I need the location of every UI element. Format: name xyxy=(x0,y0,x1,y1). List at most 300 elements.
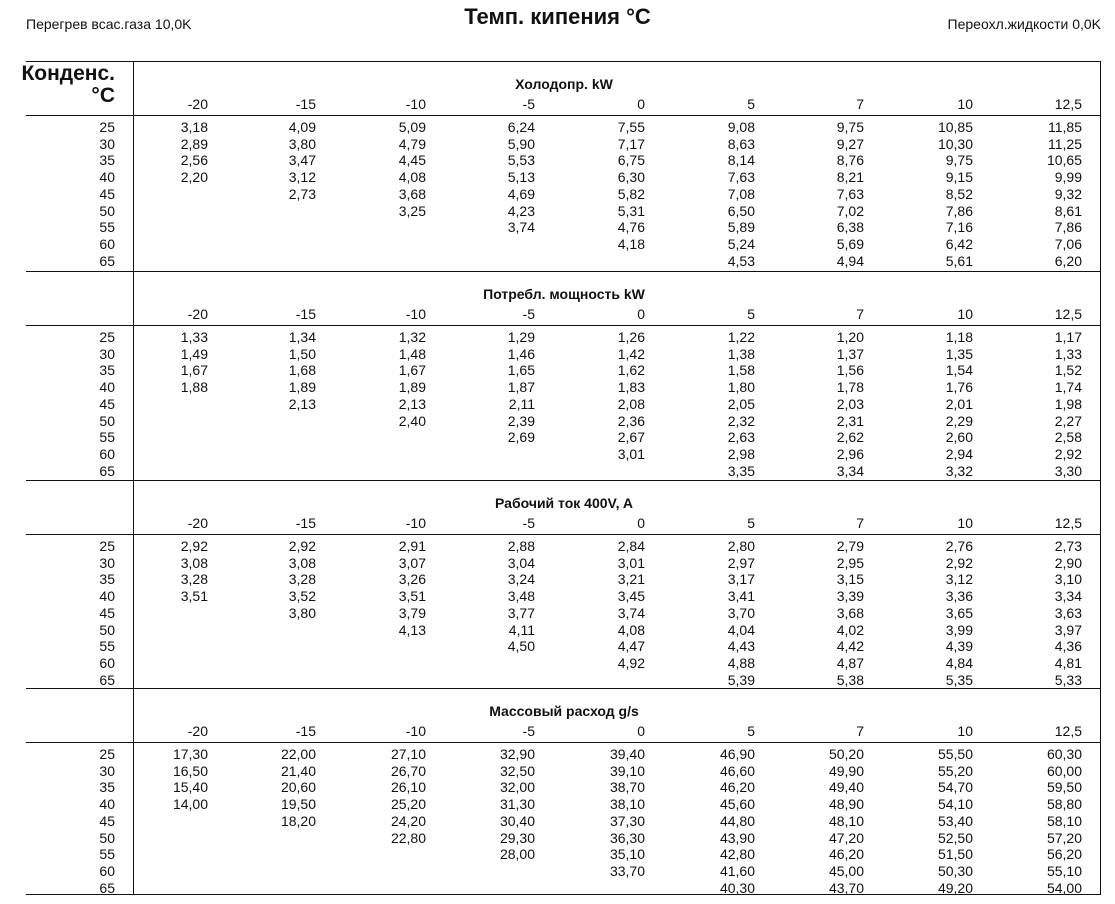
evap-temp-header: -15 xyxy=(295,515,316,531)
table-cell: 5,39 xyxy=(727,671,755,688)
table-cell: 1,98 xyxy=(1054,395,1082,412)
table-cell: 39,10 xyxy=(609,762,645,779)
condensing-temp-label xyxy=(11,63,115,107)
table-cell: 4,87 xyxy=(836,654,864,671)
table-cell: 3,34 xyxy=(1054,588,1082,605)
evap-temp-header: -5 xyxy=(522,515,535,531)
table-cell: 55,20 xyxy=(937,762,973,779)
table-cell: 25,20 xyxy=(390,796,426,813)
table-cell: 3,47 xyxy=(288,152,316,169)
table-cell: 2,94 xyxy=(945,445,973,462)
table-cell: 2,58 xyxy=(1054,429,1082,446)
evap-temp-header: 7 xyxy=(856,306,864,322)
table-cell: 2,92 xyxy=(945,554,973,571)
evap-temp-header: 12,5 xyxy=(1054,96,1082,112)
table-cell: 43,90 xyxy=(719,829,755,846)
table-cell: 10,30 xyxy=(937,135,973,152)
cond-temp-cell: 35 xyxy=(99,152,115,169)
table-cell: 2,79 xyxy=(836,538,864,554)
table-cell: 3,35 xyxy=(727,462,755,479)
table-cell: 3,77 xyxy=(507,604,535,621)
table-cell: 2,56 xyxy=(180,152,208,169)
table-cell: 4,94 xyxy=(836,252,864,269)
table-cell: 38,70 xyxy=(609,779,645,796)
table-cell: 36,30 xyxy=(609,829,645,846)
table-cell: 21,40 xyxy=(280,762,316,779)
table-cell: 3,99 xyxy=(945,621,973,638)
table-cell: 4,47 xyxy=(617,638,645,655)
table-cell: 1,49 xyxy=(180,345,208,362)
table-cell: 3,04 xyxy=(507,554,535,571)
table-cell: 39,40 xyxy=(609,746,645,762)
table-cell: 2,89 xyxy=(180,135,208,152)
table-cell: 22,80 xyxy=(390,829,426,846)
table-cell: 3,39 xyxy=(836,588,864,605)
table-cell: 4,02 xyxy=(836,621,864,638)
table-cell: 48,90 xyxy=(828,796,864,813)
table-cell: 7,63 xyxy=(727,169,755,186)
header-divider xyxy=(26,742,1101,743)
cond-temp-cell: 30 xyxy=(99,345,115,362)
table-cell: 7,17 xyxy=(617,135,645,152)
table-cell: 2,63 xyxy=(727,429,755,446)
table-cell: 15,40 xyxy=(172,779,208,796)
table-cell: 1,33 xyxy=(1054,345,1082,362)
table-cell: 4,11 xyxy=(508,621,535,638)
table-cell: 10,85 xyxy=(937,119,973,135)
table-cell: 50,20 xyxy=(828,746,864,762)
evap-temp-header: -5 xyxy=(522,96,535,112)
table-cell: 3,17 xyxy=(727,571,755,588)
evap-temp-header: -20 xyxy=(187,723,208,739)
table-cell: 58,10 xyxy=(1046,812,1082,829)
table-cell: 3,68 xyxy=(836,604,864,621)
evap-temp-header: 12,5 xyxy=(1054,306,1082,322)
cond-temp-cell: 45 xyxy=(99,812,115,829)
table-cell: 1,17 xyxy=(1054,329,1082,345)
table-cell: 4,08 xyxy=(398,169,426,186)
table-cell: 27,10 xyxy=(390,746,426,762)
table-cell: 5,82 xyxy=(617,185,645,202)
table-cell: 28,00 xyxy=(499,846,535,863)
cond-temp-cell: 55 xyxy=(99,219,115,236)
table-cell: 4,81 xyxy=(1054,654,1082,671)
table-cell: 2,73 xyxy=(288,185,316,202)
evap-temp-header: 10 xyxy=(957,515,973,531)
table-cell: 8,61 xyxy=(1054,202,1082,219)
table-cell: 3,80 xyxy=(288,135,316,152)
table-cell: 37,30 xyxy=(609,812,645,829)
table-cell: 47,20 xyxy=(828,829,864,846)
table-cell: 1,26 xyxy=(617,329,645,345)
table-cell: 2,80 xyxy=(727,538,755,554)
table-cell: 1,48 xyxy=(398,345,426,362)
evap-temp-header: 0 xyxy=(637,515,645,531)
table-cell: 7,16 xyxy=(945,219,973,236)
cond-temp-cell: 50 xyxy=(99,621,115,638)
table-cell: 19,50 xyxy=(280,796,316,813)
table-cell: 6,75 xyxy=(617,152,645,169)
table-cell: 55,10 xyxy=(1046,862,1082,879)
evap-temp-header: -15 xyxy=(295,96,316,112)
table-cell: 1,52 xyxy=(1054,362,1082,379)
table-cell: 2,01 xyxy=(945,395,973,412)
cond-temp-cell: 50 xyxy=(99,412,115,429)
table-cell: 3,41 xyxy=(727,588,755,605)
table-cell: 3,80 xyxy=(288,604,316,621)
table-cell: 4,76 xyxy=(617,219,645,236)
evap-temp-header: -15 xyxy=(295,306,316,322)
table-cell: 7,06 xyxy=(1054,235,1082,252)
table-cell: 38,10 xyxy=(609,796,645,813)
header-divider xyxy=(26,115,1101,116)
table-cell: 3,18 xyxy=(180,119,208,135)
table-cell: 1,78 xyxy=(836,379,864,396)
table-cell: 45,60 xyxy=(719,796,755,813)
section-title: Холодопр. kW xyxy=(515,76,613,92)
table-cell: 5,38 xyxy=(836,671,864,688)
table-cell: 3,68 xyxy=(398,185,426,202)
table-cell: 32,00 xyxy=(499,779,535,796)
evap-temp-header: 12,5 xyxy=(1054,515,1082,531)
table-cell: 6,42 xyxy=(945,235,973,252)
table-cell: 3,08 xyxy=(180,554,208,571)
cond-temp-cell: 40 xyxy=(99,169,115,186)
cond-temp-cell: 30 xyxy=(99,554,115,571)
table-cell: 5,35 xyxy=(945,671,973,688)
table-cell: 8,21 xyxy=(836,169,864,186)
table-cell: 4,36 xyxy=(1054,638,1082,655)
table-cell: 3,24 xyxy=(507,571,535,588)
table-cell: 26,10 xyxy=(390,779,426,796)
table-cell: 56,20 xyxy=(1046,846,1082,863)
evap-temp-header: -15 xyxy=(295,723,316,739)
table-cell: 26,70 xyxy=(390,762,426,779)
table-cell: 2,88 xyxy=(507,538,535,554)
table-cell: 3,01 xyxy=(617,554,645,571)
table-cell: 5,53 xyxy=(507,152,535,169)
cond-temp-cell: 45 xyxy=(99,604,115,621)
table-cell: 3,51 xyxy=(398,588,426,605)
table-cell: 2,32 xyxy=(727,412,755,429)
table-cell: 1,20 xyxy=(836,329,864,345)
table-cell: 1,89 xyxy=(398,379,426,396)
table-cell: 3,28 xyxy=(288,571,316,588)
table-cell: 2,40 xyxy=(398,412,426,429)
table-cell: 4,92 xyxy=(617,654,645,671)
cond-temp-cell: 45 xyxy=(99,395,115,412)
evap-temp-header: -10 xyxy=(405,306,426,322)
evap-temp-header: -10 xyxy=(405,723,426,739)
evap-temp-header: 5 xyxy=(747,306,755,322)
table-cell: 7,02 xyxy=(836,202,864,219)
section-divider xyxy=(26,480,1101,481)
cond-temp-cell: 65 xyxy=(99,671,115,688)
table-cell: 20,60 xyxy=(280,779,316,796)
table-cell: 32,90 xyxy=(499,746,535,762)
cond-temp-cell: 55 xyxy=(99,638,115,655)
table-cell: 1,88 xyxy=(180,379,208,396)
condensing-label-unit: °C xyxy=(91,84,115,107)
table-cell: 49,90 xyxy=(828,762,864,779)
table-cell: 5,24 xyxy=(727,235,755,252)
table-cell: 2,39 xyxy=(507,412,535,429)
table-cell: 2,98 xyxy=(727,445,755,462)
table-cell: 3,01 xyxy=(617,445,645,462)
table-cell: 4,08 xyxy=(617,621,645,638)
table-cell: 3,08 xyxy=(288,554,316,571)
table-cell: 59,50 xyxy=(1046,779,1082,796)
table-cell: 2,03 xyxy=(836,395,864,412)
superheat-label: Перегрев всас.газа 10,0K xyxy=(26,16,192,32)
table-cell: 49,40 xyxy=(828,779,864,796)
table-cell: 3,70 xyxy=(727,604,755,621)
evap-temp-header: 0 xyxy=(637,723,645,739)
table-cell: 5,90 xyxy=(507,135,535,152)
evap-temp-header: 10 xyxy=(957,96,973,112)
table-cell: 33,70 xyxy=(609,862,645,879)
cond-temp-cell: 65 xyxy=(99,252,115,269)
table-cell: 46,90 xyxy=(719,746,755,762)
table-cell: 43,70 xyxy=(828,879,864,896)
cond-temp-cell: 65 xyxy=(99,879,115,896)
table-cell: 6,20 xyxy=(1054,252,1082,269)
condensing-label-text: Конденс. xyxy=(21,62,115,85)
header-divider xyxy=(26,534,1101,535)
evap-temp-header: 5 xyxy=(747,515,755,531)
evap-temp-header: 7 xyxy=(856,515,864,531)
table-cell: 58,80 xyxy=(1046,796,1082,813)
table-cell: 30,40 xyxy=(499,812,535,829)
table-cell: 2,08 xyxy=(617,395,645,412)
table-cell: 1,22 xyxy=(727,329,755,345)
table-cell: 49,20 xyxy=(937,879,973,896)
table-cell: 3,63 xyxy=(1054,604,1082,621)
evap-temp-header: 7 xyxy=(856,96,864,112)
table-cell: 17,30 xyxy=(172,746,208,762)
table-cell: 4,88 xyxy=(727,654,755,671)
table-cell: 11,85 xyxy=(1048,119,1082,135)
table-cell: 5,09 xyxy=(398,119,426,135)
table-cell: 1,67 xyxy=(398,362,426,379)
table-cell: 2,76 xyxy=(945,538,973,554)
header-divider xyxy=(26,325,1101,326)
table-cell: 51,50 xyxy=(937,846,973,863)
table-cell: 29,30 xyxy=(499,829,535,846)
table-cell: 18,20 xyxy=(280,812,316,829)
table-cell: 6,38 xyxy=(836,219,864,236)
table-cell: 8,63 xyxy=(727,135,755,152)
table-cell: 9,27 xyxy=(836,135,864,152)
table-cell: 1,89 xyxy=(288,379,316,396)
table-cell: 2,31 xyxy=(836,412,864,429)
cond-temp-cell: 40 xyxy=(99,796,115,813)
cond-temp-cell: 60 xyxy=(99,235,115,252)
table-cell: 2,69 xyxy=(507,429,535,446)
cond-temp-cell: 65 xyxy=(99,462,115,479)
table-cell: 1,65 xyxy=(507,362,535,379)
evap-temp-header: -10 xyxy=(405,515,426,531)
table-cell: 7,86 xyxy=(945,202,973,219)
cond-temp-cell: 40 xyxy=(99,588,115,605)
table-cell: 6,24 xyxy=(507,119,535,135)
evap-temp-header: 12,5 xyxy=(1054,723,1082,739)
evap-temp-header: 7 xyxy=(856,723,864,739)
table-cell: 1,33 xyxy=(180,329,208,345)
evap-temp-header: 5 xyxy=(747,96,755,112)
table-cell: 4,23 xyxy=(507,202,535,219)
table-cell: 9,75 xyxy=(836,119,864,135)
table-cell: 2,92 xyxy=(288,538,316,554)
table-cell: 2,20 xyxy=(180,169,208,186)
evap-temp-header: -20 xyxy=(187,96,208,112)
subcooling-label: Переохл.жидкости 0,0K xyxy=(947,16,1101,32)
table-cell: 2,13 xyxy=(288,395,316,412)
table-cell: 2,92 xyxy=(180,538,208,554)
table-cell: 3,36 xyxy=(945,588,973,605)
cond-temp-cell: 45 xyxy=(99,185,115,202)
table-cell: 10,65 xyxy=(1046,152,1082,169)
table-cell: 7,55 xyxy=(617,119,645,135)
table-cell: 9,75 xyxy=(945,152,973,169)
table-cell: 3,74 xyxy=(617,604,645,621)
table-cell: 4,79 xyxy=(398,135,426,152)
table-cell: 1,67 xyxy=(180,362,208,379)
table-cell: 57,20 xyxy=(1046,829,1082,846)
section-divider xyxy=(26,688,1101,689)
table-cell: 1,76 xyxy=(945,379,973,396)
table-cell: 1,38 xyxy=(727,345,755,362)
cond-temp-cell: 50 xyxy=(99,202,115,219)
cond-temp-cell: 30 xyxy=(99,762,115,779)
table-cell: 2,13 xyxy=(398,395,426,412)
table-cell: 1,46 xyxy=(507,345,535,362)
section-title: Потребл. мощность kW xyxy=(483,286,645,302)
table-cell: 54,00 xyxy=(1046,879,1082,896)
table-cell: 50,30 xyxy=(937,862,973,879)
table-cell: 1,32 xyxy=(398,329,426,345)
cond-temp-cell: 35 xyxy=(99,571,115,588)
table-cell: 2,91 xyxy=(398,538,426,554)
table-cell: 2,97 xyxy=(727,554,755,571)
table-cell: 1,50 xyxy=(288,345,316,362)
cond-temp-cell: 25 xyxy=(99,119,115,135)
table-cell: 3,79 xyxy=(398,604,426,621)
table-cell: 4,04 xyxy=(727,621,755,638)
table-cell: 3,10 xyxy=(1054,571,1082,588)
table-cell: 46,20 xyxy=(719,779,755,796)
cond-temp-cell: 55 xyxy=(99,429,115,446)
column-divider xyxy=(133,61,134,895)
table-cell: 41,60 xyxy=(719,862,755,879)
table-cell: 2,73 xyxy=(1054,538,1082,554)
cond-temp-cell: 25 xyxy=(99,329,115,345)
table-cell: 3,45 xyxy=(617,588,645,605)
table-cell: 7,08 xyxy=(727,185,755,202)
cond-temp-cell: 35 xyxy=(99,362,115,379)
table-cell: 1,74 xyxy=(1054,379,1082,396)
table-cell: 5,13 xyxy=(507,169,535,186)
table-cell: 3,51 xyxy=(180,588,208,605)
evap-temp-header: -20 xyxy=(187,306,208,322)
evap-temp-header: -10 xyxy=(405,96,426,112)
table-cell: 3,21 xyxy=(617,571,645,588)
section-title: Рабочий ток 400V, A xyxy=(495,495,633,511)
page-title: Темп. кипения °C xyxy=(464,4,651,29)
evap-temp-header: -20 xyxy=(187,515,208,531)
table-cell: 3,12 xyxy=(945,571,973,588)
table-cell: 5,69 xyxy=(836,235,864,252)
table-cell: 45,00 xyxy=(828,862,864,879)
table-cell: 5,61 xyxy=(945,252,973,269)
evap-temp-header: 0 xyxy=(637,306,645,322)
table-cell: 48,10 xyxy=(828,812,864,829)
table-cell: 8,76 xyxy=(836,152,864,169)
table-cell: 1,29 xyxy=(507,329,535,345)
table-cell: 31,30 xyxy=(499,796,535,813)
table-cell: 3,28 xyxy=(180,571,208,588)
table-cell: 1,80 xyxy=(727,379,755,396)
table-cell: 1,56 xyxy=(836,362,864,379)
table-cell: 4,53 xyxy=(727,252,755,269)
table-cell: 6,50 xyxy=(727,202,755,219)
table-cell: 5,31 xyxy=(617,202,645,219)
table-cell: 3,07 xyxy=(398,554,426,571)
table-cell: 4,09 xyxy=(288,119,316,135)
table-cell: 52,50 xyxy=(937,829,973,846)
table-cell: 2,29 xyxy=(945,412,973,429)
evap-temp-header: 10 xyxy=(957,306,973,322)
cond-temp-cell: 25 xyxy=(99,746,115,762)
table-cell: 1,37 xyxy=(836,345,864,362)
table-cell: 9,08 xyxy=(727,119,755,135)
table-cell: 3,26 xyxy=(398,571,426,588)
table-cell: 1,58 xyxy=(727,362,755,379)
cond-temp-cell: 60 xyxy=(99,654,115,671)
cond-temp-cell: 30 xyxy=(99,135,115,152)
table-cell: 35,10 xyxy=(609,846,645,863)
table-cell: 9,99 xyxy=(1054,169,1082,186)
table-cell: 5,89 xyxy=(727,219,755,236)
table-cell: 11,25 xyxy=(1048,135,1082,152)
table-cell: 2,11 xyxy=(508,395,535,412)
table-cell: 3,52 xyxy=(288,588,316,605)
table-cell: 3,15 xyxy=(836,571,864,588)
evap-temp-header: 10 xyxy=(957,723,973,739)
table-cell: 46,20 xyxy=(828,846,864,863)
table-cell: 1,35 xyxy=(945,345,973,362)
table-cell: 3,65 xyxy=(945,604,973,621)
table-cell: 16,50 xyxy=(172,762,208,779)
table-cell: 24,20 xyxy=(390,812,426,829)
table-cell: 60,30 xyxy=(1046,746,1082,762)
table-cell: 1,18 xyxy=(945,329,973,345)
table-cell: 3,48 xyxy=(507,588,535,605)
table-cell: 3,12 xyxy=(288,169,316,186)
table-cell: 9,15 xyxy=(945,169,973,186)
table-cell: 2,05 xyxy=(727,395,755,412)
table-cell: 2,27 xyxy=(1054,412,1082,429)
evap-temp-header: 0 xyxy=(637,96,645,112)
table-cell: 8,14 xyxy=(727,152,755,169)
cond-temp-cell: 50 xyxy=(99,829,115,846)
table-cell: 4,45 xyxy=(398,152,426,169)
table-cell: 9,32 xyxy=(1054,185,1082,202)
table-cell: 4,50 xyxy=(507,638,535,655)
table-cell: 1,34 xyxy=(288,329,316,345)
cond-temp-cell: 25 xyxy=(99,538,115,554)
table-cell: 3,30 xyxy=(1054,462,1082,479)
